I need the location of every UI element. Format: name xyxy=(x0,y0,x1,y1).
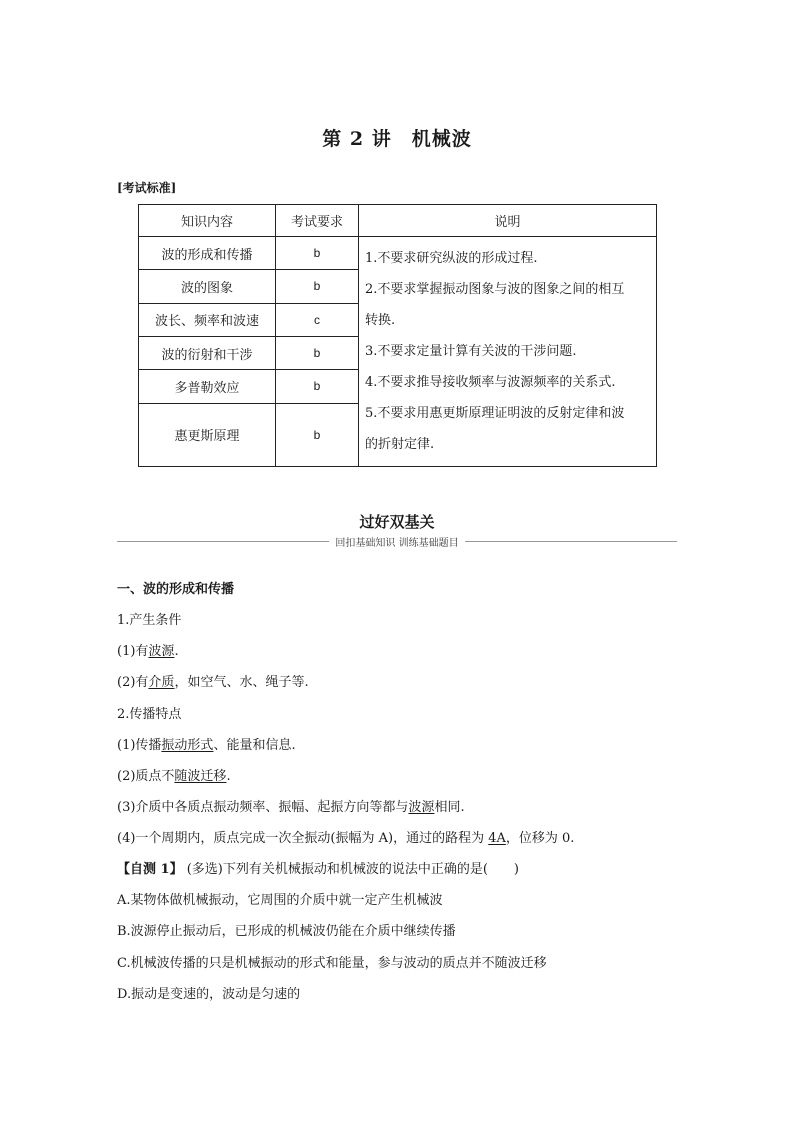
text-run: 、能量和信息. xyxy=(213,738,296,753)
topic-cell: 波的衍射和干涉 xyxy=(139,336,276,369)
standards-label: [考试标准] xyxy=(117,181,177,195)
text-run: . xyxy=(226,769,231,784)
section-title: 过好双基关 xyxy=(359,513,435,531)
header-topic: 知识内容 xyxy=(139,205,276,237)
notes-cell xyxy=(359,237,657,467)
heading-wave-formation: 一、波的形成和传播 xyxy=(117,582,235,597)
underlined-answer: 4A xyxy=(488,831,506,846)
subheading-conditions: 1.产生条件 xyxy=(117,613,182,628)
underlined-answer: 介质 xyxy=(148,675,175,690)
level-cell: b xyxy=(276,403,359,466)
paragraph-line xyxy=(117,796,465,815)
underlined-answer: 波源 xyxy=(148,644,175,659)
underlined-answer: 随波迁移 xyxy=(174,769,227,784)
text-run: (2)质点不 xyxy=(117,769,175,784)
level-cell: b xyxy=(276,336,359,369)
note-line: 3.不要求定量计算有关波的干涉问题. xyxy=(365,344,577,359)
page-title: 第 2 讲 机械波 xyxy=(322,128,472,150)
option-b: B.波源停止振动后，已形成的机械波仍能在介质中继续传播 xyxy=(117,924,456,939)
table-row xyxy=(139,237,657,270)
question-stem xyxy=(117,858,519,877)
text-run: (3)介质中各质点振动频率、振幅、起振方向等都与 xyxy=(117,800,409,815)
paragraph-line xyxy=(117,640,179,659)
section-subtitle xyxy=(0,534,794,549)
paragraph-line xyxy=(117,827,574,846)
option-a: A.某物体做机械振动，它周围的介质中就一定产生机械波 xyxy=(117,893,443,908)
note-line: 5.不要求用惠更斯原理证明波的反射定律和波 xyxy=(365,406,625,421)
paragraph-line xyxy=(117,671,309,690)
text-run: 相同. xyxy=(434,800,465,815)
underlined-answer: 波源 xyxy=(408,800,435,815)
text-run: (4)一个周期内，质点完成一次全振动(振幅为 A)，通过的路程为 xyxy=(117,831,489,846)
topic-cell: 多普勒效应 xyxy=(139,370,276,403)
topic-cell: 波长、频率和波速 xyxy=(139,303,276,336)
option-c: C.机械波传播的只是机械振动的形式和能量，参与波动的质点并不随波迁移 xyxy=(117,956,547,971)
paragraph-line xyxy=(117,734,296,753)
table-header-row xyxy=(139,205,657,237)
topic-cell: 波的图象 xyxy=(139,270,276,303)
topic-cell: 波的形成和传播 xyxy=(139,237,276,270)
level-cell: b xyxy=(276,370,359,403)
standards-table xyxy=(138,204,657,467)
level-cell: b xyxy=(276,237,359,270)
text-run: ，如空气、水、绳子等. xyxy=(174,675,309,690)
header-level: 考试要求 xyxy=(276,205,359,237)
topic-cell: 惠更斯原理 xyxy=(139,403,276,466)
note-line: 转换. xyxy=(365,313,396,328)
underlined-answer: 振动形式 xyxy=(161,738,214,753)
text-run: (2)有 xyxy=(117,675,149,690)
note-line: 1.不要求研究纵波的形成过程. xyxy=(365,251,538,266)
header-notes: 说明 xyxy=(359,205,657,237)
text-run: (1)有 xyxy=(117,644,149,659)
question-text: (多选)下列有关机械振动和机械波的说法中正确的是( ) xyxy=(182,862,519,877)
note-line: 2.不要求掌握振动图象与波的图象之间的相互 xyxy=(365,282,625,297)
text-run: . xyxy=(174,644,179,659)
text-run: (1)传播 xyxy=(117,738,162,753)
question-label: 【自测 1】 xyxy=(117,862,183,877)
option-d: D.振动是变速的，波动是匀速的 xyxy=(117,987,301,1002)
section-subtitle-text: 回扣基础知识 训练基础题目 xyxy=(329,538,464,549)
subheading-features: 2.传播特点 xyxy=(117,707,182,722)
text-run: ，位移为 0. xyxy=(505,831,575,846)
level-cell: b xyxy=(276,270,359,303)
paragraph-line xyxy=(117,765,231,784)
level-cell: c xyxy=(276,303,359,336)
note-line: 的折射定律. xyxy=(365,437,435,452)
note-line: 4.不要求推导接收频率与波源频率的关系式. xyxy=(365,375,616,390)
